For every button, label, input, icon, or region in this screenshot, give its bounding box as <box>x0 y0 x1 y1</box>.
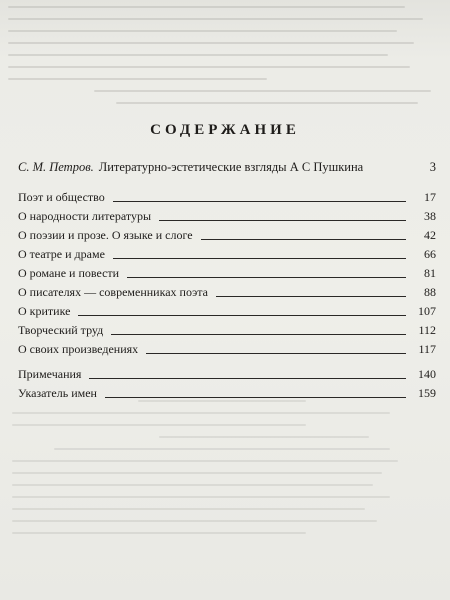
toc-leader-line <box>78 315 406 316</box>
toc-intro-title: Литературно-эстетические взгляды А С Пушкина <box>98 160 364 174</box>
bleed-through-text-bottom <box>12 400 432 544</box>
toc-entry-page: 88 <box>424 285 436 299</box>
toc-entry <box>18 367 436 381</box>
toc-leader-line <box>89 378 406 379</box>
toc-entry <box>18 247 436 261</box>
toc-entry-page: 159 <box>418 386 436 400</box>
toc-leader-line <box>127 277 406 278</box>
toc-entry-title: О своих произведениях <box>18 342 139 356</box>
toc-entry-page: 17 <box>424 190 436 204</box>
toc-intro-author: С. М. Петров. <box>18 160 94 174</box>
toc-leader-line <box>113 201 406 202</box>
toc-entry-title: О поэзии и прозе. О языке и слоге <box>18 228 193 242</box>
toc-intro-row <box>18 160 436 174</box>
toc-leader-line <box>113 258 406 259</box>
toc-leader-line <box>201 239 406 240</box>
toc-entry-title: Указатель имен <box>18 386 97 400</box>
toc-entry-title: О народности литературы <box>18 209 152 223</box>
toc-entry <box>18 266 436 280</box>
toc-intro-page: 3 <box>429 160 436 174</box>
toc-entry <box>18 209 436 223</box>
toc-entry-title: Примечания <box>18 367 82 381</box>
toc-entry-title: Поэт и общество <box>18 190 105 204</box>
toc-entry <box>18 228 436 242</box>
toc-entry-title: О романе и повести <box>18 266 120 280</box>
toc-entry <box>18 285 436 299</box>
toc-entry <box>18 342 436 356</box>
toc-leader-line <box>216 296 406 297</box>
toc-entry <box>18 386 436 400</box>
toc-entry-page: 140 <box>418 367 436 381</box>
toc-entry-title: О писателях — современниках поэта <box>18 285 208 299</box>
toc-entry-page: 112 <box>418 323 436 337</box>
toc-entry-page: 66 <box>424 247 436 261</box>
toc-leader-line <box>159 220 406 221</box>
contents-title: СОДЕРЖАНИЕ <box>150 122 300 138</box>
toc-entry <box>18 304 436 318</box>
toc-entry-title: О театре и драме <box>18 247 105 261</box>
toc-entry-page: 107 <box>418 304 436 318</box>
bleed-through-text-top <box>8 6 440 114</box>
toc-leader-line <box>105 397 406 398</box>
toc-entry-title: Творческий труд <box>18 323 104 337</box>
toc-leader-line <box>111 334 406 335</box>
toc-entry <box>18 323 436 337</box>
table-of-contents <box>18 160 436 400</box>
toc-leader-line <box>146 353 406 354</box>
toc-entry-page: 38 <box>424 209 436 223</box>
toc-entry <box>18 190 436 204</box>
toc-entry-page: 42 <box>424 228 436 242</box>
toc-entry-page: 117 <box>418 342 436 356</box>
toc-entry-page: 81 <box>424 266 436 280</box>
toc-entry-title: О критике <box>18 304 71 318</box>
